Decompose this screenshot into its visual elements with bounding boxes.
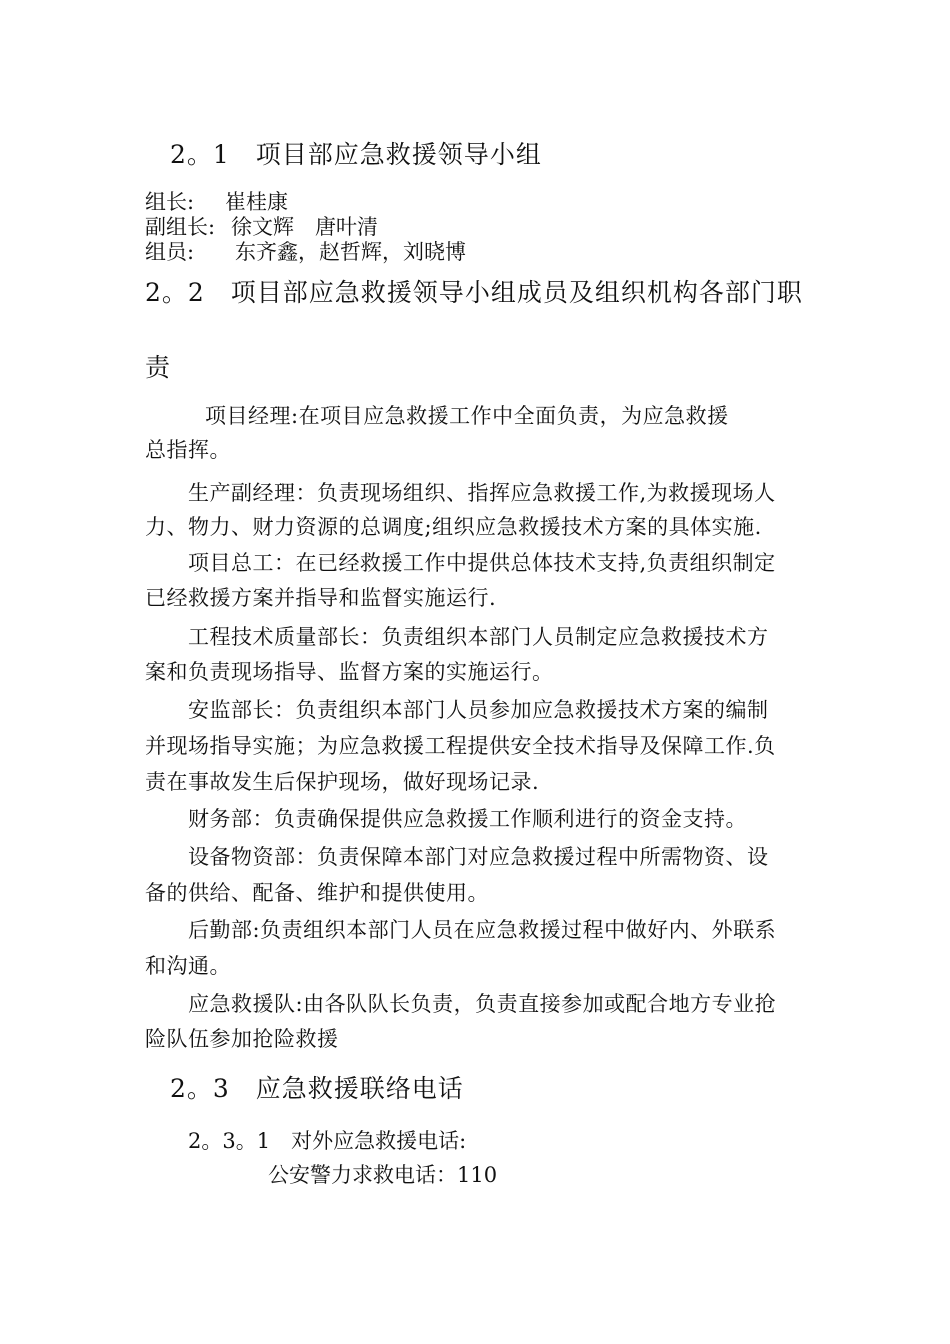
deputy-label: 副组长: (145, 215, 216, 239)
duty-logistics: 后勤部:负责组织本部门人员在应急救援过程中做好内、外联系 (188, 918, 777, 942)
duty-chief-engineer: 项目总工：在已经救援工作中提供总体技术支持,负责组织制定 (188, 551, 776, 575)
duty-project-manager-cont: 总指挥。 (145, 438, 231, 462)
section-2-1-heading: 2。1 项目部应急救援领导小组 (170, 140, 542, 169)
duty-rescue-team-cont: 险队伍参加抢险救援 (145, 1027, 339, 1051)
duty-engineering-quality-cont: 案和负责现场指导、监督方案的实施运行。 (145, 660, 554, 684)
duty-chief-engineer-cont: 已经救援方案并指导和监督实施运行. (145, 586, 497, 610)
leader-label: 组长: (145, 190, 195, 214)
section-2-3-1-heading: 2。3。1 对外应急救援电话: (188, 1129, 467, 1153)
section-2-2-heading: 2。2 项目部应急救援领导小组成员及组织机构各部门职 (145, 278, 803, 307)
duty-logistics-cont: 和沟通。 (145, 954, 231, 978)
section-2-3-heading: 2。3 应急救援联络电话 (170, 1074, 464, 1103)
section-2-2-heading-cont: 责 (145, 353, 172, 382)
duty-production-deputy-cont: 力、物力、财力资源的总调度;组织应急救援技术方案的具体实施. (145, 515, 762, 539)
duty-finance: 财务部：负责确保提供应急救援工作顺利进行的资金支持。 (188, 807, 747, 831)
leader-name: 崔桂康 (225, 190, 288, 214)
member-names: 东齐鑫，赵哲辉，刘晓博 (235, 240, 466, 264)
duty-safety-supervision: 安监部长：负责组织本部门人员参加应急救援技术方案的编制 (188, 698, 769, 722)
duty-rescue-team: 应急救援队:由各队队长负责，负责直接参加或配合地方专业抢 (188, 992, 777, 1016)
duty-equipment-materials-cont: 备的供给、配备、维护和提供使用。 (145, 881, 489, 905)
member-label: 组员: (145, 240, 195, 264)
duty-engineering-quality: 工程技术质量部长：负责组织本部门人员制定应急救援技术方 (188, 625, 769, 649)
deputy-names: 徐文辉 唐叶清 (231, 215, 378, 239)
member-line (145, 236, 466, 266)
duty-production-deputy: 生产副经理：负责现场组织、指挥应急救援工作,为救援现场人 (188, 481, 776, 505)
duty-equipment-materials: 设备物资部：负责保障本部门对应急救援过程中所需物资、设 (188, 845, 769, 869)
police-phone: 公安警力求救电话：110 (268, 1163, 498, 1187)
duty-safety-supervision-cont: 并现场指导实施；为应急救援工程提供安全技术指导及保障工作.负 (145, 734, 776, 758)
duty-project-manager: 项目经理:在项目应急救援工作中全面负责，为应急救援 (205, 404, 729, 428)
duty-safety-supervision-cont2: 责在事故发生后保护现场，做好现场记录. (145, 770, 540, 794)
